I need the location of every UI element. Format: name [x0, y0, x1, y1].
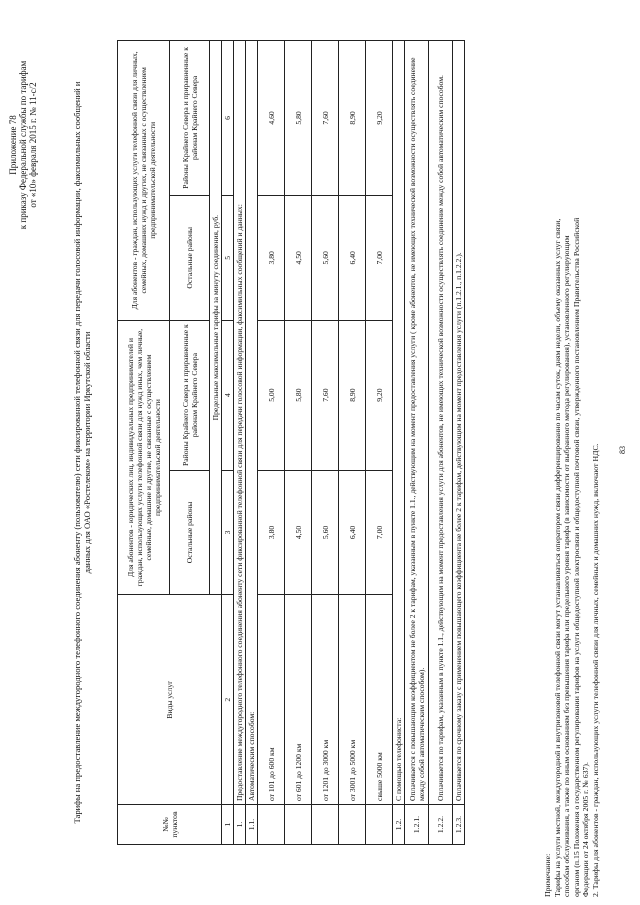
header-row-groups [118, 41, 170, 845]
operator-row-2-num: 1.2.2. [429, 805, 453, 845]
operator-num: 1.2. [393, 805, 405, 845]
subsection-row [246, 41, 258, 845]
header-num: №№ пунктов [118, 805, 222, 845]
tariff-value: 8,90 [339, 320, 366, 470]
title-line-1: Тарифы на предоставление междугородного телефонного соединения абоненту (пользователю) сети фиксированной телефонной связи для передачи голосовой информации, факсимильных сообщений и [72, 81, 82, 824]
notes-line: органом (п.15 Положения о государственном регулировании тарифов на услуги общедоступной электросвязи и общедоступной почтовой связи, утвержденного постановлением Правительства Российской [571, 217, 581, 897]
distance-label: от 601 до 1200 км [285, 595, 312, 805]
column-number-row [222, 41, 234, 845]
tariff-value: 8,90 [339, 41, 366, 196]
header-units: Предельные максимальные тарифы за минуту соединения, руб. [210, 41, 222, 595]
header-group-business: Для абонентов - юридических лиц, индивидуальных предпринимателей и граждан, использующих услуги телефонной связи для нужд иных, чем личные, семейные, домашние и другие, не связанные с осуществлением предпринимательской деятельности [118, 320, 170, 595]
distance-label: от 101 до 600 км [258, 595, 285, 805]
notes-line: способам обслуживания, а также по иным основаниям без превышения тарифа или предельного уровня тарифа (в зависимости от выбранного метода регулирования), установленного регулирующим [562, 235, 571, 897]
operator-row-1-text: Оплачивается с повышающим коэффициентом не более 2 к тарифам, указанным в пункте 1.1., действующим на момент предоставления услуги ( кроме абонентов, не имеющих технической возможности осуществлять соединение между собой автоматическим способом). [405, 41, 429, 805]
tariff-value: 5,60 [312, 470, 339, 595]
operator-row-1-num: 1.2.1. [405, 805, 429, 845]
tariff-value: 6,40 [339, 195, 366, 320]
tariff-value: 7,00 [366, 195, 393, 320]
tariff-value: 4,60 [258, 41, 285, 196]
document-title [72, 20, 92, 885]
distance-label: от 1201 до 3000 км [312, 595, 339, 805]
tariff-value: 5,00 [258, 320, 285, 470]
operator-row-3-text: Оплачивается по срочному заказу с применением повышающего коэффициента не более 2 к тарифам, действующим на момент предоставления услуги (п.1.2.1., п.1.2.2.). [453, 41, 465, 805]
header-far-north-1: Районы Крайнего Севера и приравненные к районам Крайнего Севера [170, 320, 210, 470]
header-group-citizens: Для абонентов - граждан, использующих услуги телефонной связи для личных, семейных, домашних нужд и других, не связанных с осуществлением предпринимательской деятельности [118, 41, 170, 321]
table-row [258, 41, 285, 845]
appendix-date: от «10» февраля 2015 г. № 11-с/2 [28, 82, 38, 208]
col-number-1: 1 [222, 805, 234, 845]
operator-text: С помощью телефониста: [393, 41, 405, 805]
operator-row-2-text: Оплачивается по тарифам, указанным в пункте 1.1., действующим на момент предоставления услуги для абонентов, не имеющих технической возможности осуществлять соединение между собой автоматическим способом. [429, 41, 453, 805]
distance-label: свыше 5000 км [366, 595, 393, 805]
tariff-value: 3,80 [258, 195, 285, 320]
tariff-value: 4,50 [285, 195, 312, 320]
operator-row-3 [453, 41, 465, 845]
col-number-6: 6 [222, 41, 234, 196]
notes-line: Тарифы на услуги местной, междугородной и внутризоновой телефонной связи могут устанавливаться оператором связи дифференцированно по часам суток, дням недели, объему оказанных услуг связи, [552, 218, 562, 897]
section-row [234, 41, 246, 845]
operator-row [393, 41, 405, 845]
tariff-value: 7,00 [366, 470, 393, 595]
table-row [366, 41, 393, 845]
col-number-2: 2 [222, 595, 234, 805]
notes-title: Примечание: [543, 853, 552, 897]
subsection-num: 1.1. [246, 805, 258, 845]
distance-label: от 3001 до 5000 км [339, 595, 366, 805]
operator-row-2 [429, 41, 453, 845]
notes-line: 2. Тарифы для абонентов - граждан, использующих услуги телефонной связи для личных, семейных и домашних нужд, включают НДС. [590, 443, 600, 897]
header-service: Виды услуг [118, 595, 222, 805]
notes-block [543, 7, 600, 897]
operator-row-3-num: 1.2.3. [453, 805, 465, 845]
col-number-5: 5 [222, 195, 234, 320]
appendix-number: Приложение 78 [8, 115, 18, 175]
table-row [285, 41, 312, 845]
tariff-value: 4,50 [285, 470, 312, 595]
col-number-3: 3 [222, 470, 234, 595]
tariff-value: 6,40 [339, 470, 366, 595]
table-row [339, 41, 366, 845]
table-row [312, 41, 339, 845]
appendix-order: к приказу Федеральной службы по тарифам [18, 60, 28, 230]
tariff-value: 7,60 [312, 320, 339, 470]
section-text: Предоставление междугородного телефонного соединения абоненту сети фиксированной телефонной связи для передачи голосовой информации, факсимильных сообщений и данных: [234, 41, 246, 805]
tariff-table [117, 40, 465, 845]
tariff-value: 7,60 [312, 41, 339, 196]
operator-row-1 [405, 41, 429, 845]
tariff-value: 3,80 [258, 470, 285, 595]
col-number-4: 4 [222, 320, 234, 470]
subsection-text: Автоматическим способом: [246, 41, 258, 805]
notes-line: Федерации от 24 октября 2005 г. № 637). [581, 762, 590, 897]
appendix-header [8, 25, 38, 265]
header-other-regions-1: Остальные районы [170, 470, 210, 595]
tariff-value: 5,80 [285, 41, 312, 196]
tariff-value: 9,20 [366, 41, 393, 196]
tariff-value: 5,60 [312, 195, 339, 320]
header-other-regions-2: Остальные районы [170, 195, 210, 320]
page-number: 83 [618, 446, 627, 454]
tariff-value: 5,80 [285, 320, 312, 470]
section-num: 1. [234, 805, 246, 845]
tariff-value: 9,20 [366, 320, 393, 470]
title-line-2: данных для ОАО «Ростелеком» на территории Иркутской области [82, 331, 92, 574]
header-far-north-2: Районы Крайнего Севера и приравненные к районам Крайнего Севера [170, 41, 210, 196]
